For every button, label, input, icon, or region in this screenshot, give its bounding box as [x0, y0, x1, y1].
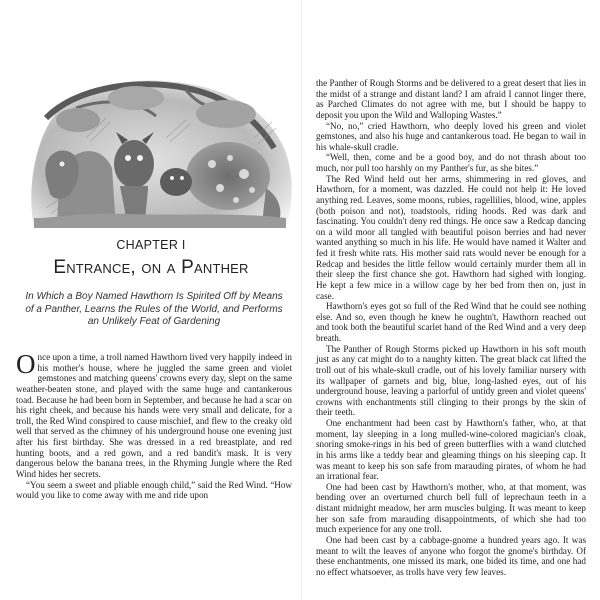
paragraph: The Red Wind held out her arms, shimmering in red gloves, and Hawthorn, for a moment, was dazzled. He could not help it: He loved anything red. Leaves, some moons, rubies, ragellilies, blood, wine, apples (both poison and not), toadstools, riding hoods. Red was dark and fascinating. You couldn't deny red things. He once saw a Redcap dancing on a wild moor all tangled with beautiful poison berries and had never wanted anything so much in his life. He would have named it Walter and fed it fresh white rats. His mother said rats would never be enough for a Redcap and besides the little fellow would certainly murder them all in their sleep the first chance she got. Hawthorn had sighed with longing. He kept a few mice in a willow cage by her bed from then on, just in case. [316, 173, 586, 301]
paragraph: “No, no,” cried Hawthorn, who deeply loved his green and violet gemstones, and also his huge and cantankerous toad. He began to wail in his whale-skull cradle. [316, 120, 586, 152]
paragraph: Hawthorn's eyes got so full of the Red Wind that he could see nothing else. And so, even though he knew he oughtn't, Hawthorn reached out and took both the beautiful scarlet hand of the Red Wind and a very deep breath. [316, 301, 586, 343]
paragraph: One had been cast by a cabbage-gnome a hundred years ago. It was meant to wilt the leaves of anyone who forgot the gnome's birthday. Of these enchantments, one missed its mark, one bided its time, and one had no effect whatsoever, as trolls have very few leaves. [316, 534, 586, 577]
chapter-illustration [16, 78, 298, 230]
left-page-body [16, 349, 292, 501]
chapter-title: Entrance, on a Panther [53, 257, 249, 278]
paragraph: One had been cast by Hawthorn's mother, who, at that moment, was bending over an overturned church bell full of leprechaun teeth in a distant midnight meadow, her arm muscles bulging. It was meant to keep her son safe from marauding disappointments, of which she had too much experience for any one troll. [316, 481, 586, 535]
chapter-subtitle: In Which a Boy Named Hawthorn Is Spirited Off by Means of a Panther, Learns the Rules of the World, and Performs an Unlikely Feat of Gardening [25, 291, 283, 327]
paragraph [16, 349, 292, 480]
paragraph-text: nce upon a time, a troll named Hawthorn lived very happily indeed in his mother's house, where he juggled the same green and violet gemstones and matching queens' crowns every day, slept on the same weather-beaten stone, and played with the same huge and cantankerous toad. Because he had been born in September, and because he had a scar on his right cheek, and because his hands were very small and delicate, for a troll, the Red Wind conspired to cause mischief, and flew to the creaky old well that served as the chimney of his underground house one evening just after his first birthday. She was dressed in a red breastplate, and red hunting boots, and a red gown, and a red bandit's mask. It is very dangerous below the banana trees, in the Rhyming Jungle where the Red Wind hides her secrets. [16, 352, 292, 479]
paragraph: “You seem a sweet and pliable enough child,” said the Red Wind. “How would you like to come away with me and ride upon [16, 479, 292, 501]
paragraph: The Panther of Rough Storms picked up Hawthorn in his soft mouth just as any cat might do to a naughty kitten. The great black cat lifted the troll out of his whale-skull cradle, out of his lovely familiar nursery with its wallpaper of garnets and big, blue, long-lashed eyes, out of his underground house, leaving a parlorful of untidy green and violet queens' crowns with enchantments still clinging to their prongs by the skin of their teeth. [316, 343, 586, 418]
paragraph: One enchantment had been cast by Hawthorn's father, who, at that moment, lay sleeping in a long mulled-wine-colored magician's cloak, snoring smoke-rings in his bed of green butterflies with a wand clutched in his arms like a teddy bear and gleaming things on his sleeping cap. It was meant to keep his son safe from marauding pirates, of whom he had an irrational fear. [316, 418, 586, 482]
paragraph: “Well, then, come and be a good boy, and do not thrash about too much, nor pull too harshly on my Panther's fur, as she bites.” [316, 152, 586, 173]
forest-creatures-illustration-icon [16, 78, 298, 230]
drop-cap: O [16, 349, 36, 379]
paragraph: the Panther of Rough Storms and be delivered to a great desert that lies in the midst of a strange and distant land? I am afraid I cannot linger there, as Parched Climates do not agree with me, but I should be happy to deposit you upon the Wild and Walloping Wastes.” [316, 78, 586, 120]
chapter-number: CHAPTER I [116, 238, 186, 252]
right-page-body [316, 78, 586, 577]
right-page [302, 0, 600, 600]
